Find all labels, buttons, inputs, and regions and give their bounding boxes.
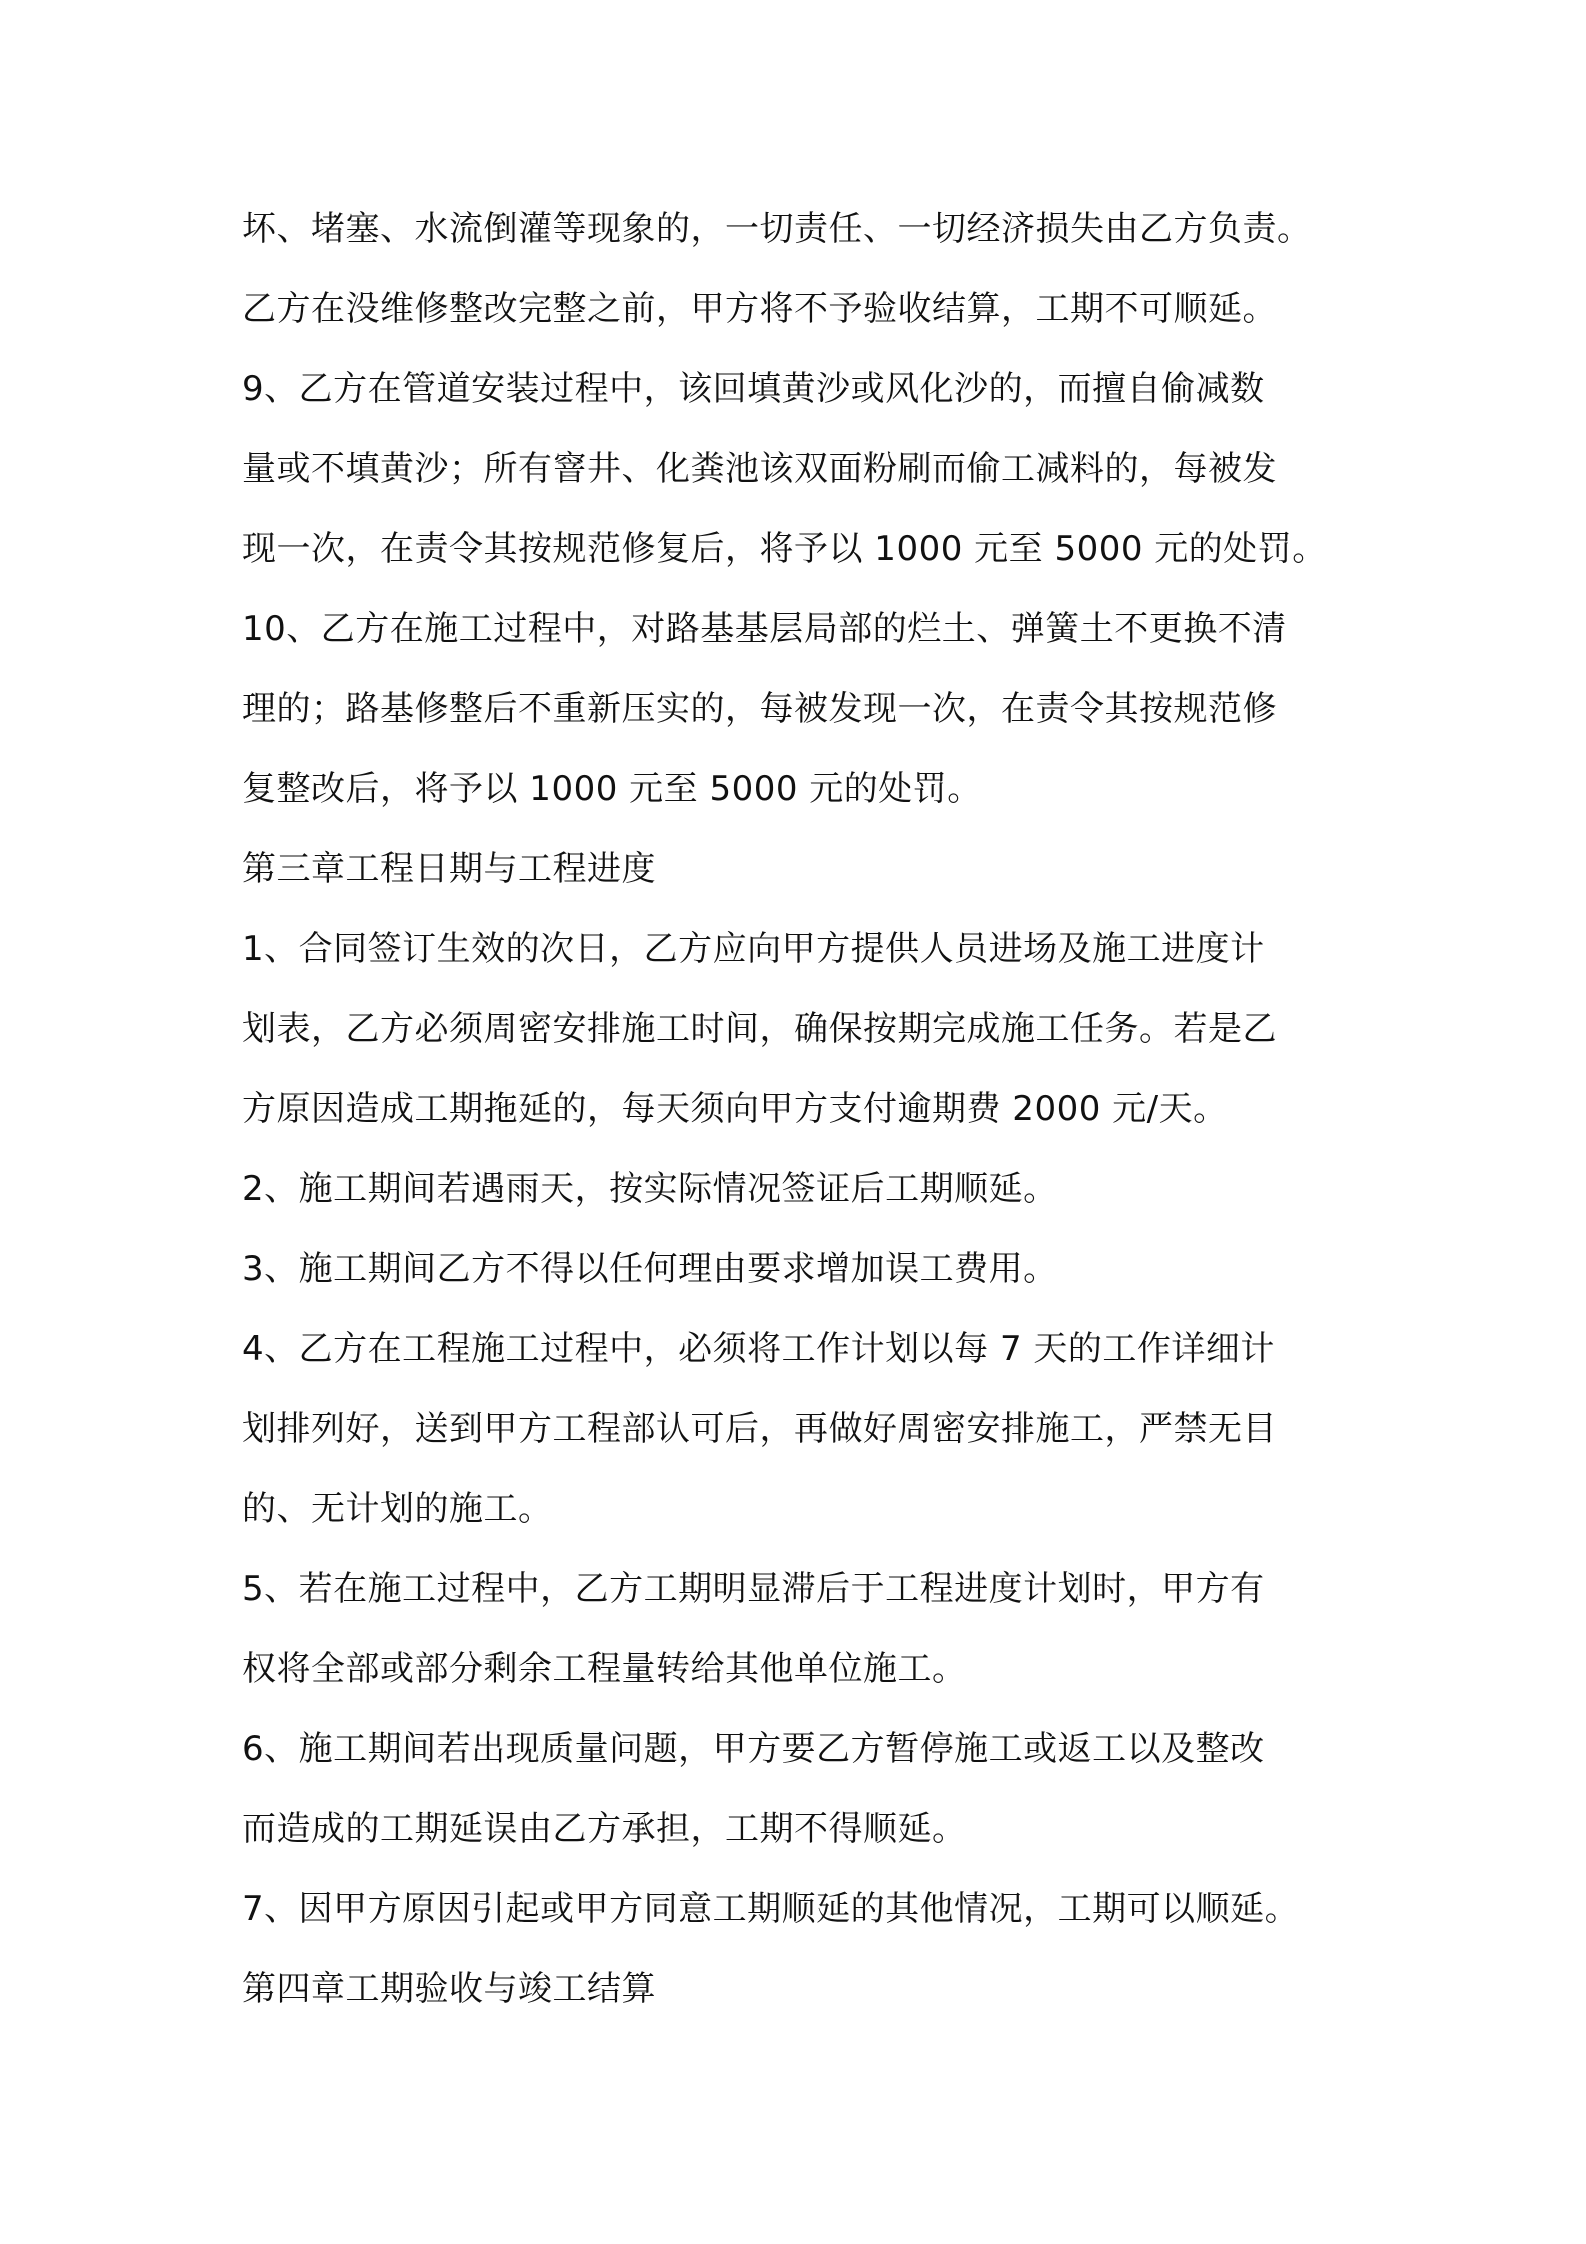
text-line: 3、施工期间乙方不得以任何理由要求增加误工费用。 bbox=[242, 1249, 1058, 1289]
chapter-heading: 第四章工期验收与竣工结算 bbox=[242, 1969, 656, 2009]
text-line: 9、乙方在管道安装过程中，该回填黄沙或风化沙的，而擅自偷减数 bbox=[242, 369, 1265, 409]
text-line: 而造成的工期延误由乙方承担，工期不得顺延。 bbox=[242, 1809, 967, 1849]
text-line: 1、合同签订生效的次日，乙方应向甲方提供人员进场及施工进度计 bbox=[242, 929, 1265, 969]
text-line: 复整改后，将予以 1000 元至 5000 元的处罚。 bbox=[242, 769, 982, 809]
text-line: 坏、堵塞、水流倒灌等现象的，一切责任、一切经济损失由乙方负责。 bbox=[242, 209, 1312, 249]
text-line: 权将全部或部分剩余工程量转给其他单位施工。 bbox=[242, 1649, 967, 1689]
text-line: 4、乙方在工程施工过程中，必须将工作计划以每 7 天的工作详细计 bbox=[242, 1329, 1275, 1369]
text-line: 10、乙方在施工过程中，对路基基层局部的烂土、弹簧土不更换不清 bbox=[242, 609, 1287, 649]
text-line: 方原因造成工期拖延的，每天须向甲方支付逾期费 2000 元/天。 bbox=[242, 1089, 1228, 1129]
chapter-heading: 第三章工程日期与工程进度 bbox=[242, 849, 656, 889]
text-line: 划排列好，送到甲方工程部认可后，再做好周密安排施工，严禁无目 bbox=[242, 1409, 1277, 1449]
text-line: 量或不填黄沙；所有窨井、化粪池该双面粉刷而偷工减料的，每被发 bbox=[242, 449, 1277, 489]
text-line: 7、因甲方原因引起或甲方同意工期顺延的其他情况，工期可以顺延。 bbox=[242, 1889, 1300, 1929]
text-line: 现一次，在责令其按规范修复后，将予以 1000 元至 5000 元的处罚。 bbox=[242, 529, 1327, 569]
text-line: 乙方在没维修整改完整之前，甲方将不予验收结算，工期不可顺延。 bbox=[242, 289, 1277, 329]
text-line: 6、施工期间若出现质量问题，甲方要乙方暂停施工或返工以及整改 bbox=[242, 1729, 1265, 1769]
text-line: 2、施工期间若遇雨天，按实际情况签证后工期顺延。 bbox=[242, 1169, 1058, 1209]
text-line: 5、若在施工过程中，乙方工期明显滞后于工程进度计划时，甲方有 bbox=[242, 1569, 1265, 1609]
text-line: 的、无计划的施工。 bbox=[242, 1489, 553, 1529]
text-line: 理的；路基修整后不重新压实的，每被发现一次，在责令其按规范修 bbox=[242, 689, 1277, 729]
text-line: 划表，乙方必须周密安排施工时间，确保按期完成施工任务。若是乙 bbox=[242, 1009, 1277, 1049]
